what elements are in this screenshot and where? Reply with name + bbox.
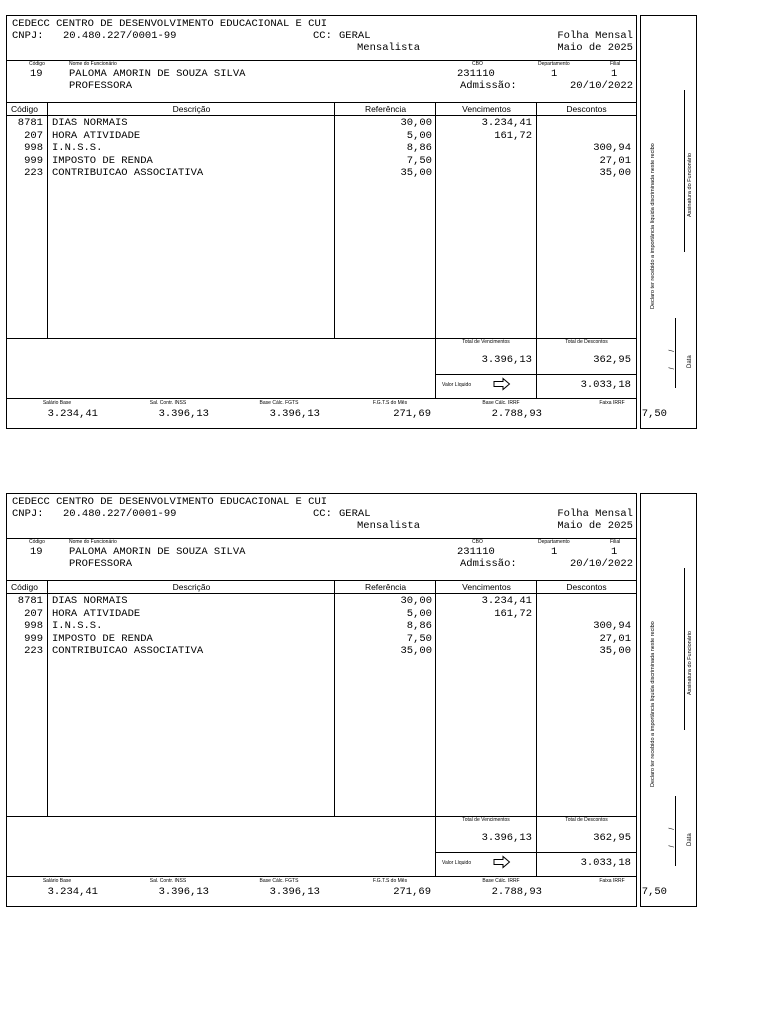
cc-label: CC: xyxy=(313,508,332,520)
column-divider xyxy=(47,580,48,816)
date-placeholder: ___/___/______ xyxy=(669,319,676,384)
employee-role: PROFESSORA xyxy=(69,558,133,570)
row-earnings: 161,72 xyxy=(494,129,532,142)
base-value: 3.396,13 xyxy=(269,408,320,420)
row-reference: 30,00 xyxy=(400,117,432,129)
cnpj-label: CNPJ: xyxy=(12,30,44,42)
filial-value: 1 xyxy=(611,546,618,558)
base-label: F.G.T.S do Mês xyxy=(372,878,408,884)
employee-code: 19 xyxy=(30,68,43,80)
header-reference: Referência xyxy=(364,582,407,592)
row-description: I.N.S.S. xyxy=(52,142,103,154)
declaration-text: Declaro ter recebido a importância líquida discriminada neste recibo xyxy=(650,621,656,787)
row-description: I.N.S.S. xyxy=(52,620,103,632)
total-earnings-label: Total de Vencimentos xyxy=(462,339,510,345)
date-placeholder: ___/___/______ xyxy=(669,797,676,862)
divider xyxy=(7,102,636,103)
employee-name: PALOMA AMORIN DE SOUZA SILVA xyxy=(69,546,246,558)
divider xyxy=(7,876,636,877)
base-label: Faixa IRRF xyxy=(599,878,625,884)
row-description: HORA ATIVIDADE xyxy=(52,607,141,620)
row-code: 8781 xyxy=(17,595,43,607)
cbo-label: CBO xyxy=(472,61,483,67)
row-reference: 30,00 xyxy=(400,595,432,607)
payslip xyxy=(6,15,697,429)
sheet-type: Folha Mensal xyxy=(557,30,633,42)
total-earnings-value: 3.396,13 xyxy=(481,832,532,844)
row-earnings: 161,72 xyxy=(494,607,532,620)
base-label: Faixa IRRF xyxy=(599,400,625,406)
receipt-stub xyxy=(640,15,697,429)
company-name: CEDECC CENTRO DE DESENVOLVIMENTO EDUCACIONAL E CUI xyxy=(12,496,328,508)
row-description: DIAS NORMAIS xyxy=(52,595,128,607)
row-code: 223 xyxy=(24,167,43,179)
category: Mensalista xyxy=(357,520,421,532)
row-deductions: 35,00 xyxy=(599,645,631,657)
header-code: Código xyxy=(11,582,38,592)
cnpj-value: 20.480.227/0001-99 xyxy=(63,508,177,520)
divider xyxy=(7,593,636,594)
base-value: 2.788,93 xyxy=(491,408,542,420)
net-value: 3.033,18 xyxy=(580,857,631,869)
column-divider xyxy=(47,102,48,338)
row-code: 8781 xyxy=(17,117,43,129)
cc-label: CC: xyxy=(313,30,332,42)
header-deductions: Descontos xyxy=(566,582,607,592)
base-value: 7,50 xyxy=(641,886,667,898)
base-label: Salário Base xyxy=(42,400,72,406)
row-reference: 35,00 xyxy=(400,645,432,657)
employee-name-label: Nome do Funcionário xyxy=(69,61,117,67)
sheet-type: Folha Mensal xyxy=(557,508,633,520)
admission-date: 20/10/2022 xyxy=(569,558,633,570)
category: Mensalista xyxy=(357,42,421,54)
base-label: Base Cálc. IRRF xyxy=(482,878,520,884)
header-earnings: Vencimentos xyxy=(462,104,511,114)
period: Maio de 2025 xyxy=(557,42,633,54)
admission-label: Admissão: xyxy=(460,558,517,570)
row-code: 999 xyxy=(24,154,43,167)
divider xyxy=(7,398,636,399)
base-value: 3.234,41 xyxy=(47,886,98,898)
row-earnings: 3.234,41 xyxy=(481,117,532,129)
cbo-value: 231110 xyxy=(457,68,495,80)
base-label: Sal. Contr. INSS xyxy=(149,878,187,884)
base-value: 3.234,41 xyxy=(47,408,98,420)
row-deductions: 27,01 xyxy=(599,632,631,645)
net-label: Valor Líquido xyxy=(442,860,472,866)
signature-label: Assinatura do Funcionário xyxy=(687,631,693,695)
base-label: F.G.T.S do Mês xyxy=(372,400,408,406)
cnpj-label: CNPJ: xyxy=(12,508,44,520)
employee-code-label: Código xyxy=(29,539,45,545)
date-label: Data xyxy=(687,355,693,368)
base-label: Salário Base xyxy=(42,878,72,884)
dept-label: Departamento xyxy=(538,539,570,545)
divider xyxy=(435,852,636,853)
row-code: 207 xyxy=(24,607,43,620)
total-deductions-value: 362,95 xyxy=(593,354,631,366)
divider xyxy=(7,115,636,116)
arrow-right-icon xyxy=(493,855,511,869)
admission-date: 20/10/2022 xyxy=(569,80,633,92)
header-code: Código xyxy=(11,104,38,114)
row-reference: 7,50 xyxy=(406,154,432,167)
row-earnings: 3.234,41 xyxy=(481,595,532,607)
signature-line xyxy=(684,568,685,730)
net-value: 3.033,18 xyxy=(580,379,631,391)
row-deductions: 35,00 xyxy=(599,167,631,179)
header-description: Descrição xyxy=(172,582,211,592)
row-code: 999 xyxy=(24,632,43,645)
dept-value: 1 xyxy=(551,68,558,80)
total-earnings-value: 3.396,13 xyxy=(481,354,532,366)
cbo-value: 231110 xyxy=(457,546,495,558)
admission-label: Admissão: xyxy=(460,80,517,92)
base-value: 3.396,13 xyxy=(269,886,320,898)
row-description: IMPOSTO DE RENDA xyxy=(52,154,153,167)
base-label: Base Cálc. FGTS xyxy=(259,400,299,406)
base-value: 3.396,13 xyxy=(158,886,209,898)
base-value: 2.788,93 xyxy=(491,886,542,898)
dept-label: Departamento xyxy=(538,61,570,67)
receipt-stub xyxy=(640,493,697,907)
period: Maio de 2025 xyxy=(557,520,633,532)
cc-value: GERAL xyxy=(339,508,371,520)
cc-value: GERAL xyxy=(339,30,371,42)
total-earnings-label: Total de Vencimentos xyxy=(462,817,510,823)
arrow-right-icon xyxy=(493,377,511,391)
filial-value: 1 xyxy=(611,68,618,80)
signature-line xyxy=(684,90,685,252)
base-label: Base Cálc. FGTS xyxy=(259,878,299,884)
row-deductions: 27,01 xyxy=(599,154,631,167)
signature-label: Assinatura do Funcionário xyxy=(687,153,693,217)
row-description: DIAS NORMAIS xyxy=(52,117,128,129)
row-description: CONTRIBUICAO ASSOCIATIVA xyxy=(52,167,204,179)
header-description: Descrição xyxy=(172,104,211,114)
total-deductions-label: Total de Descontos xyxy=(565,817,608,823)
row-reference: 8,86 xyxy=(406,620,432,632)
header-reference: Referência xyxy=(364,104,407,114)
cbo-label: CBO xyxy=(472,539,483,545)
row-code: 998 xyxy=(24,142,43,154)
base-label: Sal. Contr. INSS xyxy=(149,400,187,406)
payslip xyxy=(6,493,697,907)
dept-value: 1 xyxy=(551,546,558,558)
employee-code: 19 xyxy=(30,546,43,558)
row-reference: 8,86 xyxy=(406,142,432,154)
declaration-text: Declaro ter recebido a importância líquida discriminada neste recibo xyxy=(650,143,656,309)
employee-name: PALOMA AMORIN DE SOUZA SILVA xyxy=(69,68,246,80)
date-label: Data xyxy=(687,833,693,846)
divider xyxy=(435,374,636,375)
header-deductions: Descontos xyxy=(566,104,607,114)
divider xyxy=(7,580,636,581)
base-value: 7,50 xyxy=(641,408,667,420)
row-deductions: 300,94 xyxy=(593,142,631,154)
total-deductions-value: 362,95 xyxy=(593,832,631,844)
company-name: CEDECC CENTRO DE DESENVOLVIMENTO EDUCACIONAL E CUI xyxy=(12,18,328,30)
header-earnings: Vencimentos xyxy=(462,582,511,592)
base-value: 271,69 xyxy=(393,886,431,898)
base-label: Base Cálc. IRRF xyxy=(482,400,520,406)
cnpj-value: 20.480.227/0001-99 xyxy=(63,30,177,42)
filial-label: Filial xyxy=(610,539,621,545)
row-reference: 35,00 xyxy=(400,167,432,179)
row-description: CONTRIBUICAO ASSOCIATIVA xyxy=(52,645,204,657)
base-value: 271,69 xyxy=(393,408,431,420)
row-code: 998 xyxy=(24,620,43,632)
total-deductions-label: Total de Descontos xyxy=(565,339,608,345)
net-label: Valor Líquido xyxy=(442,382,472,388)
filial-label: Filial xyxy=(610,61,621,67)
row-code: 223 xyxy=(24,645,43,657)
row-reference: 5,00 xyxy=(406,607,432,620)
row-description: IMPOSTO DE RENDA xyxy=(52,632,153,645)
row-deductions: 300,94 xyxy=(593,620,631,632)
row-reference: 7,50 xyxy=(406,632,432,645)
base-value: 3.396,13 xyxy=(158,408,209,420)
row-description: HORA ATIVIDADE xyxy=(52,129,141,142)
row-reference: 5,00 xyxy=(406,129,432,142)
row-code: 207 xyxy=(24,129,43,142)
employee-code-label: Código xyxy=(29,61,45,67)
employee-name-label: Nome do Funcionário xyxy=(69,539,117,545)
employee-role: PROFESSORA xyxy=(69,80,133,92)
